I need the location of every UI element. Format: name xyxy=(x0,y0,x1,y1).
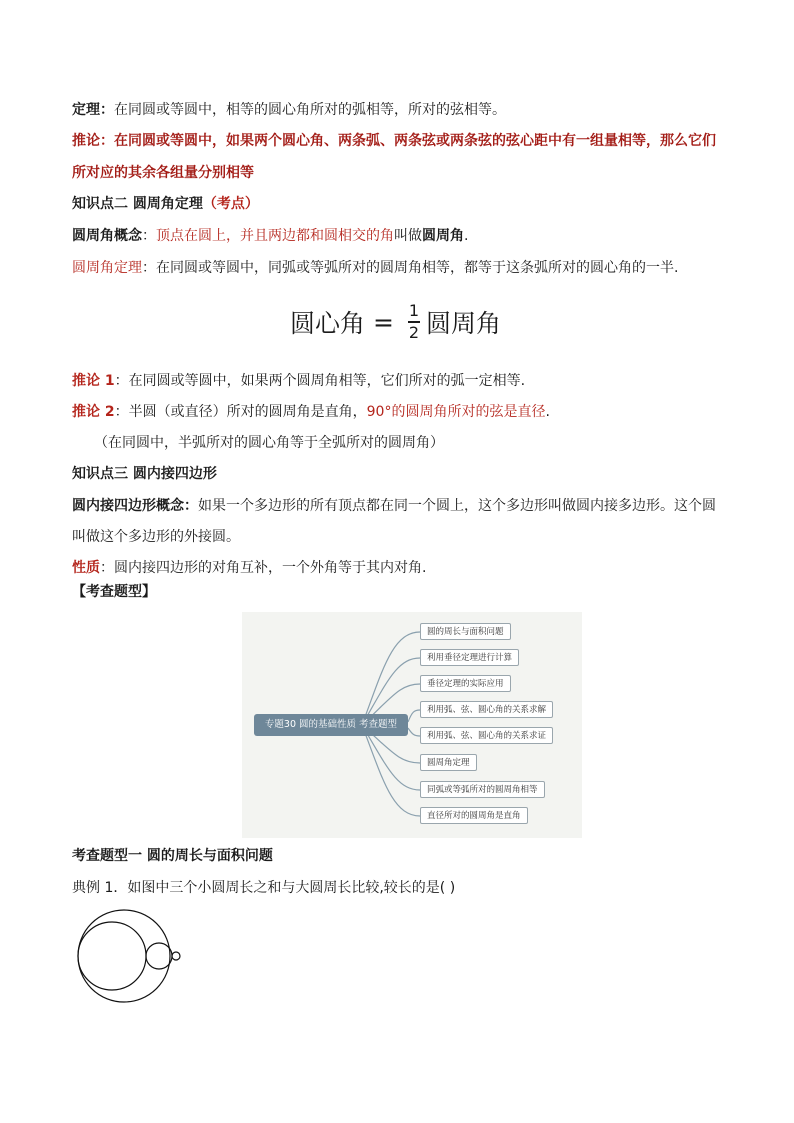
mindmap-node: 圆的周长与面积问题 xyxy=(420,623,511,640)
corollary-label: 推论： xyxy=(72,133,114,149)
connector-4 xyxy=(408,710,420,722)
fraction-numerator: 1 xyxy=(408,301,420,321)
mindmap-node: 利用垂径定理进行计算 xyxy=(420,649,519,666)
circles-figure xyxy=(76,908,186,1004)
inscribed-angle-concept xyxy=(72,226,468,246)
mindmap-node: 同弧或等弧所对的圆周角相等 xyxy=(420,781,545,798)
formula-equals: = xyxy=(373,307,394,337)
exam-types-header: 【考查题型】 xyxy=(72,584,156,600)
corollary-1-label: 推论 1 xyxy=(72,373,115,389)
theorem-label: 定理： xyxy=(72,102,114,118)
corollary-text-1: 在同圆或等圆中，如果两个圆心角、两条弧、两条弦或两条弦的弦心距中有一组量相等，那么它们 xyxy=(114,133,716,149)
concept-end: . xyxy=(464,228,469,244)
mindmap-node: 直径所对的圆周角是直角 xyxy=(420,807,528,824)
formula-right: 圆周角 xyxy=(425,309,501,338)
mindmap-figure xyxy=(242,612,582,838)
corollary-2-text-2: 90°的圆周角所对的弦是直径 xyxy=(366,404,546,420)
corollary-1-text: ：在同圆或等圆中，如果两个圆周角相等，它们所对的弧一定相等. xyxy=(114,373,526,389)
cyclic-concept-line-2: 叫做这个多边形的外接圆。 xyxy=(72,529,240,545)
corollary-line-2: 所对应的其余各组量分别相等 xyxy=(72,165,254,181)
corollary-line-1 xyxy=(72,131,716,151)
connector-1 xyxy=(362,632,420,725)
concept-colon: ： xyxy=(142,228,156,244)
theorem-line xyxy=(72,100,506,120)
section-2-tag: （考点） xyxy=(202,196,259,212)
inscribed-theorem-label: 圆周角定理 xyxy=(72,260,142,276)
section-3-heading: 知识点三 圆内接四边形 xyxy=(72,466,217,482)
formula-left: 圆心角 xyxy=(290,309,366,338)
property-text: ：圆内接四边形的对角互补，一个外角等于其内对角. xyxy=(100,560,427,576)
section-2-title: 知识点二 圆周角定理 xyxy=(72,196,203,212)
corollary-2-label: 推论 2 xyxy=(72,404,115,420)
inscribed-theorem-text: ：在同圆或等圆中，同弧或等弧所对的圆周角相等，都等于这条弧所对的圆心角的一半. xyxy=(142,260,679,276)
mindmap-node: 利用弧、弦、圆心角的关系求解 xyxy=(420,701,553,718)
concept-label: 圆周角概念 xyxy=(72,228,142,244)
property-label: 性质 xyxy=(72,560,100,576)
note-line: （在同圆中，半弧所对的圆心角等于全弧所对的圆周角） xyxy=(94,435,444,451)
theorem-text: 在同圆或等圆中，相等的圆心角所对的弧相等，所对的弦相等。 xyxy=(114,102,506,118)
formula-fraction xyxy=(408,302,420,342)
property-line xyxy=(72,558,426,578)
concept-term: 圆周角 xyxy=(422,228,464,244)
corollary-2-end: . xyxy=(545,404,550,420)
example-1-question: 典例 1．如图中三个小圆周长之和与大圆周长比较,较长的是( ) xyxy=(72,880,456,896)
small-circle-2 xyxy=(146,943,172,969)
cyclic-concept-line-1 xyxy=(72,496,716,516)
mindmap-node: 垂径定理的实际应用 xyxy=(420,675,511,692)
inscribed-angle-theorem xyxy=(72,258,678,278)
corollary-2-line xyxy=(72,402,550,422)
cyclic-concept-label: 圆内接四边形概念： xyxy=(72,498,198,514)
section-2-heading xyxy=(72,194,259,214)
mindmap-node: 圆周角定理 xyxy=(420,754,477,771)
mindmap-root: 专题30 圆的基础性质 考查题型 xyxy=(254,714,408,736)
central-angle-formula xyxy=(290,296,501,348)
small-circle-1 xyxy=(78,922,146,990)
mindmap-node: 利用弧、弦、圆心角的关系求证 xyxy=(420,727,553,744)
corollary-1-line xyxy=(72,371,525,391)
type-1-heading: 考查题型一 圆的周长与面积问题 xyxy=(72,848,273,864)
connector-5 xyxy=(408,728,420,736)
concept-suffix: 叫做 xyxy=(394,228,422,244)
corollary-2-text-1: ：半圆（或直径）所对的圆周角是直角， xyxy=(114,404,367,420)
small-circle-3 xyxy=(172,952,180,960)
fraction-denominator: 2 xyxy=(408,322,420,342)
concept-text: 顶点在圆上，并且两边都和圆相交的角 xyxy=(156,228,394,244)
cyclic-concept-text-1: 如果一个多边形的所有顶点都在同一个圆上，这个多边形叫做圆内接多边形。这个圆 xyxy=(198,498,716,514)
